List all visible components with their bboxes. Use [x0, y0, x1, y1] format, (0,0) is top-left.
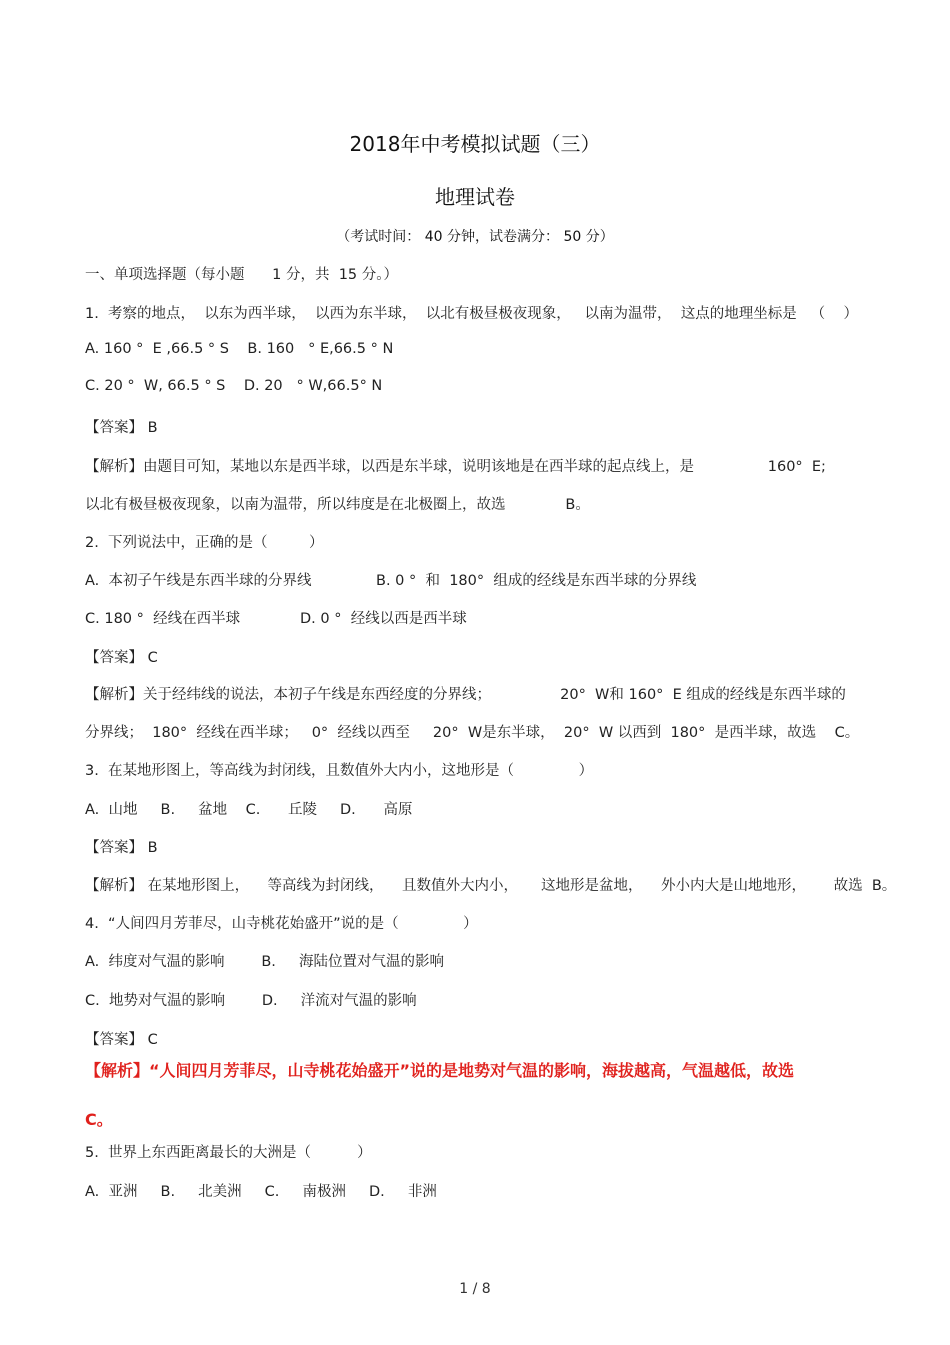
q1-options-cd: C. 20 ° W, 66.5 ° S D. 20 ° W,66.5° N	[85, 378, 383, 394]
q4-options-ab: A. 纬度对气温的影响 B. 海陆位置对气温的影响	[85, 954, 444, 970]
q2-options-cd: C. 180 ° 经线在西半球 D. 0 ° 经线以西是西半球	[85, 611, 467, 627]
exam-subtitle: 地理试卷	[435, 185, 515, 209]
q4-analysis-line2: C。	[85, 1110, 113, 1129]
q4-analysis-line1: 【解析】“人间四月芳菲尽，山寺桃花始盛开”说的是地势对气温的影响，海拔越高，气温越低，故选	[85, 1061, 795, 1080]
q3-analysis: 【解析】 在某地形图上， 等高线为封闭线， 且数值外大内小， 这地形是盆地， 外小内大是山地地形， 故选 B。	[85, 878, 897, 894]
q2-analysis-line2: 分界线； 180° 经线在西半球； 0° 经线以西至 20° W是东半球， 20° W 以西到 180° 是西半球，故选 C。	[85, 725, 860, 741]
q2-analysis-line1: 【解析】关于经纬线的说法，本初子午线是东西经度的分界线； 20° W和 160° E 组成的经线是东西半球的	[85, 687, 846, 703]
q5-stem: 5. 世界上东西距离最长的大洲是（ ）	[85, 1145, 372, 1161]
q4-stem: 4. “人间四月芳菲尽，山寺桃花始盛开”说的是（ ）	[85, 916, 478, 932]
q3-answer: 【答案】 B	[85, 840, 158, 856]
q4-answer: 【答案】 C	[85, 1032, 158, 1048]
section-heading: 一、单项选择题（每小题 1 分，共 15 分。）	[85, 267, 399, 283]
q4-options-cd: C. 地势对气温的影响 D. 洋流对气温的影响	[85, 993, 417, 1009]
q2-options-ab: A. 本初子午线是东西半球的分界线 B. 0 ° 和 180° 组成的经线是东西半球的分界线	[85, 573, 697, 589]
q1-answer: 【答案】 B	[85, 420, 158, 436]
q5-options: A. 亚洲 B. 北美洲 C. 南极洲 D. 非洲	[85, 1184, 437, 1200]
q2-answer: 【答案】 C	[85, 650, 158, 666]
q2-stem: 2. 下列说法中，正确的是（ ）	[85, 535, 324, 551]
page-number: 1 / 8	[459, 1281, 491, 1297]
exam-info: （考试时间： 40 分钟，试卷满分： 50 分）	[336, 229, 614, 245]
q3-options: A. 山地 B. 盆地 C. 丘陵 D. 高原	[85, 802, 413, 818]
q1-analysis-line2: 以北有极昼极夜现象，以南为温带，所以纬度是在北极圈上，故选 B。	[85, 497, 590, 513]
q1-analysis-line1: 【解析】由题目可知，某地以东是西半球，以西是东半球，说明该地是在西半球的起点线上，是 160° E;	[85, 459, 826, 475]
exam-title: 2018年中考模拟试题（三）	[349, 132, 601, 156]
q1-options-ab: A. 160 ° E ,66.5 ° S B. 160 ° E,66.5 ° N	[85, 341, 394, 357]
q1-stem: 1. 考察的地点， 以东为西半球， 以西为东半球， 以北有极昼极夜现象， 以南为温带， 这点的地理坐标是 （ ）	[85, 306, 859, 322]
q3-stem: 3. 在某地形图上，等高线为封闭线，且数值外大内小，这地形是（ ）	[85, 763, 594, 779]
